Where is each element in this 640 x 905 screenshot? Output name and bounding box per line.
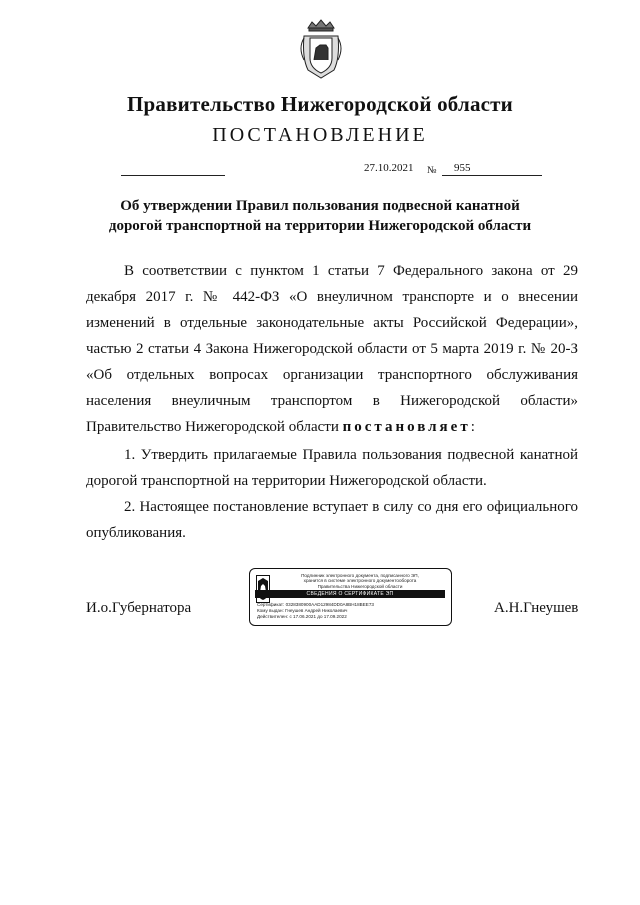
- stamp-header: [274, 573, 446, 589]
- certificate-value: 0328380900AAD12984DD0A8BH18BEE73: [285, 602, 374, 607]
- date-line-left: [121, 175, 225, 176]
- preamble-paragraph: [86, 258, 578, 440]
- stamp-certificate-row: [257, 602, 374, 607]
- number-label: №: [427, 165, 437, 176]
- stamp-certificate-bar: СВЕДЕНИЯ О СЕРТИФИКАТЕ ЭП: [255, 590, 445, 598]
- stamp-valid-row: [257, 614, 347, 619]
- stamp-emblem-icon: [256, 575, 270, 603]
- resolves-punct: :: [470, 419, 475, 435]
- issued-to-label: Кому выдан:: [257, 608, 284, 613]
- document-type: ПОСТАНОВЛЕНИЕ: [212, 124, 428, 146]
- resolves-word: постановляет: [342, 419, 471, 435]
- preamble-text: В соответствии с пунктом 1 статьи 7 Федерального закона от 29 декабря 2017 г. № 442-ФЗ «О внеуличном транспорте и о внесении изменений в отдельные законодательные акты Российской Федерации», частью 2 статьи 4 Закона Нижегородской области от 5 марта 2019 г. № 20-З «Об отдельных вопросах организации транспортного обслуживания населения внеуличным транспортом в Нижегородской области» Правительство Нижегородской области: [86, 263, 578, 435]
- valid-value: с 17.06.2021 до 17.09.2022: [289, 614, 347, 619]
- signatory-name: А.Н.Гнеушев: [494, 600, 579, 616]
- item-1-paragraph: 1. Утвердить прилагаемые Правила пользования подвесной канатной дорогой транспортной на территории Нижегородской области.: [86, 447, 578, 489]
- document-title: [80, 196, 560, 236]
- coat-of-arms-icon: [300, 18, 342, 80]
- signatory-position: И.о.Губернатора: [86, 600, 192, 616]
- certificate-label: Сертификат:: [257, 602, 285, 607]
- stamp-header-line-3: Правительства Нижегородской области: [317, 583, 403, 589]
- stamp-header-line-2: хранится в системе электронного документооборота: [303, 578, 417, 584]
- document-number: 955: [454, 162, 471, 174]
- stamp-issued-row: [257, 608, 347, 613]
- number-line: [442, 175, 542, 176]
- e-signature-stamp: [249, 568, 452, 626]
- title-line-2: дорогой транспортной на территории Нижегородской области: [108, 218, 532, 234]
- issued-to-value: Гнеушев Андрей Николаевич: [285, 608, 348, 613]
- title-line-1: Об утверждении Правил пользования подвесной канатной: [120, 198, 520, 214]
- stamp-header-line-1: Подлинник электронного документа, подписанного ЭП,: [301, 573, 419, 578]
- valid-label: Действителен:: [257, 614, 289, 619]
- item-2-paragraph: 2. Настоящее постановление вступает в силу со дня его официального опубликования.: [86, 499, 578, 541]
- document-date: 27.10.2021: [364, 162, 414, 174]
- organization-name: Правительство Нижегородской области: [127, 92, 513, 116]
